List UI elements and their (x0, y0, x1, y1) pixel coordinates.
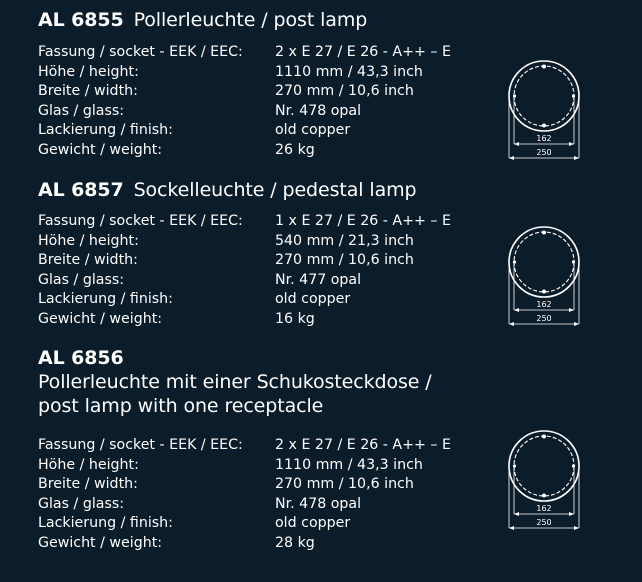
spec-label: Lackierung / finish: (38, 291, 173, 307)
arrow-head (509, 526, 514, 530)
top-view-diagram (504, 218, 584, 330)
spec-label: Lackierung / finish: (38, 122, 173, 138)
arrow-head (514, 142, 519, 146)
spec-value: Nr. 478 opal (275, 102, 362, 119)
spec-label: Breite / width: (38, 252, 138, 268)
mount-point (513, 94, 516, 97)
top-view-diagram (504, 422, 584, 534)
spec-label: Glas / glass: (38, 495, 125, 512)
arrow-head (569, 308, 574, 312)
mount-point (542, 290, 546, 294)
spec-value: old copper (275, 515, 351, 531)
spec-value: 28 kg (275, 534, 315, 551)
spec-label: Gewicht / weight: (38, 310, 163, 327)
outer-dimension: 250 (536, 518, 552, 527)
spec-value: old copper (275, 291, 351, 307)
arrow-head (509, 322, 514, 326)
spec-value: Nr. 478 opal (275, 495, 362, 512)
top-view-diagram (504, 52, 584, 164)
spec-value: 26 kg (275, 141, 315, 158)
mount-point (542, 231, 546, 235)
inner-dimension: 162 (536, 504, 552, 513)
spec-value: old copper (275, 122, 351, 138)
spec-label: Gewicht / weight: (38, 534, 163, 551)
product-code: AL 6857 (38, 179, 124, 201)
product-al-6856 (38, 346, 638, 551)
mount-point (572, 464, 575, 467)
arrow-head (509, 156, 514, 160)
product-name: Sockelleuchte / pedestal lamp (133, 179, 417, 201)
mount-point (542, 65, 546, 69)
top-view-diagram-svg (504, 422, 584, 534)
spec-label: Breite / width: (38, 476, 138, 492)
arrow-head (574, 526, 579, 530)
mount-point (542, 124, 546, 128)
spec-value: 16 kg (275, 310, 315, 327)
inner-circle (514, 66, 574, 126)
inner-circle (514, 436, 574, 496)
outer-circle (509, 431, 579, 501)
mount-point (542, 494, 546, 498)
product-name: Pollerleuchte mit einer Schukosteckdose / (38, 371, 432, 393)
mount-point (542, 435, 546, 439)
mount-point (572, 94, 575, 97)
spec-label: Lackierung / finish: (38, 515, 173, 531)
spec-label: Fassung / socket - EEK / EEC: (38, 213, 243, 229)
outer-circle (509, 227, 579, 297)
product-subname: post lamp with one receptacle (38, 395, 324, 417)
arrow-head (574, 322, 579, 326)
mount-point (513, 260, 516, 263)
spec-label: Fassung / socket - EEK / EEC: (38, 44, 243, 60)
inner-circle (514, 232, 574, 292)
spec-value: 270 mm / 10,6 inch (275, 476, 414, 492)
arrow-head (574, 156, 579, 160)
spec-label: Höhe / height: (38, 456, 139, 473)
mount-point (513, 464, 516, 467)
spec-label: Höhe / height: (38, 63, 139, 80)
spec-label: Breite / width: (38, 83, 138, 99)
product-al-6855 (38, 8, 638, 158)
top-view-diagram-svg (504, 218, 584, 330)
outer-dimension: 250 (536, 314, 552, 323)
spec-label: Fassung / socket - EEK / EEC: (38, 437, 243, 453)
arrow-head (514, 512, 519, 516)
spec-value: 2 x E 27 / E 26 - A++ – E (275, 44, 451, 60)
outer-circle (509, 61, 579, 131)
arrow-head (569, 142, 574, 146)
product-al-6857 (38, 178, 638, 327)
product-title (38, 346, 638, 418)
product-code: AL 6856 (38, 347, 124, 369)
product-title (38, 8, 638, 32)
spec-label: Gewicht / weight: (38, 141, 163, 158)
outer-dimension: 250 (536, 148, 552, 157)
spec-value: 1 x E 27 / E 26 - A++ – E (275, 213, 451, 229)
spec-value: 1110 mm / 43,3 inch (275, 63, 423, 80)
spec-value: 2 x E 27 / E 26 - A++ – E (275, 437, 451, 453)
spec-value: 540 mm / 21,3 inch (275, 232, 414, 249)
top-view-diagram-svg (504, 52, 584, 164)
inner-dimension: 162 (536, 134, 552, 143)
spec-value: 1110 mm / 43,3 inch (275, 456, 423, 473)
arrow-head (514, 308, 519, 312)
mount-point (572, 260, 575, 263)
product-name: Pollerleuchte / post lamp (133, 9, 368, 31)
arrow-head (569, 512, 574, 516)
spec-value: 270 mm / 10,6 inch (275, 252, 414, 268)
spec-value: Nr. 477 opal (275, 271, 362, 288)
spec-label: Glas / glass: (38, 271, 125, 288)
spec-value: 270 mm / 10,6 inch (275, 83, 414, 99)
product-title (38, 178, 638, 202)
spec-label: Glas / glass: (38, 102, 125, 119)
product-code: AL 6855 (38, 9, 124, 31)
spec-label: Höhe / height: (38, 232, 139, 249)
inner-dimension: 162 (536, 300, 552, 309)
